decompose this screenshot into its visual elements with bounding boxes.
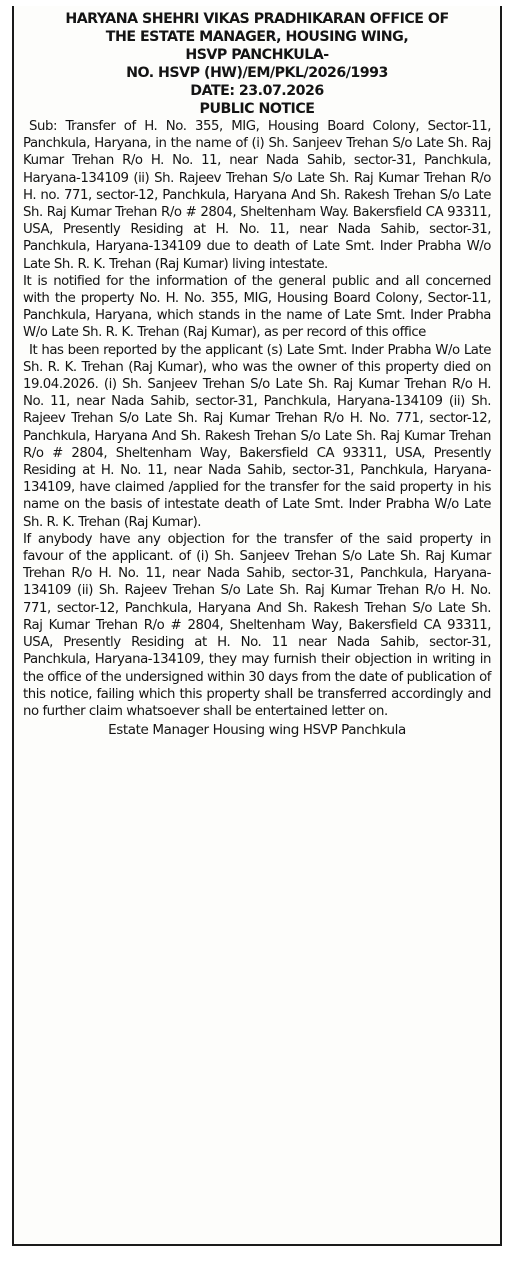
objection-paragraph: If anybody have any objection for the transfer of the said property in favour of the applicant. of (i) Sh. Sanjeev Trehan S/o Late Sh. Raj Kumar Trehan R/o H. No. 11, near Nada Sahib, sector-31, Panchkula, Haryana-134109 (ii) Sh. Rajeev Trehan S/o Late Sh. Raj Kumar Trehan R/o H. No. 771, sector-12, Panchkula, Haryana And Sh. Rakesh Trehan S/o Late Sh. Raj Kumar Trehan R/o # 2804, Sheltenham Way, Bakersfield CA 93311, USA, Presently Residing at H. No. 11 near Nada Sahib, sector-31, Panchkula, Haryana-134109, they may furnish their objection in writing in the office of the undersigned within 30 days from the date of publication of this notice, failing which this property shall be transferred accordingly and no further claim whatsoever shall be entertained letter on. — [23, 531, 491, 719]
notice-date: DATE: 23.07.2026 — [190, 83, 324, 99]
header-line-1: HARYANA SHEHRI VIKAS PRADHIKARAN OFFICE OF — [65, 11, 449, 27]
public-notice — [12, 6, 502, 1246]
notice-header — [23, 10, 491, 118]
report-paragraph: It has been reported by the applicant (s) Late Smt. Inder Prabha W/o Late Sh. R. K. Trehan (Raj Kumar), who was the owner of this property died on 19.04.2026. (i) Sh. Sanjeev Trehan S/o Late Sh. Raj Kumar Trehan R/o H. No. 11, near Nada Sahib, sector-31, Panchkula, Haryana-134109 (ii) Sh. Rajeev Trehan S/o Late Sh. Raj Kumar Trehan R/o H. No. 771, sector-12, Panchkula, Haryana And Sh. Rakesh Trehan S/o Late Sh. Raj Kumar Trehan R/o # 2804, Sheltenham Way, Bakersfield CA 93311, USA, Presently Residing at H. No. 11, near Nada Sahib, sector-31, Panchkula, Haryana- 134109, have claimed /applied for the transfer for the said property in his name on the basis of intestate death of Late Smt. Inder Prabha W/o Late Sh. R. K. Trehan (Raj Kumar). — [23, 342, 491, 530]
header-line-2: THE ESTATE MANAGER, HOUSING WING, — [105, 29, 409, 45]
reference-number: NO. HSVP (HW)/EM/PKL/2026/1993 — [126, 65, 388, 81]
signature-line: Estate Manager Housing wing HSVP Panchkula — [108, 722, 406, 739]
notice-body — [23, 118, 491, 720]
notification-paragraph: It is notified for the information of the general public and all concerned with the property No. H. No. 355, MIG, Housing Board Colony, Sector-11, Panchkula, Haryana, which stands in the name of Late Smt. Inder Prabha W/o Late Sh. R. K. Trehan (Raj Kumar), as per record of this office — [23, 273, 491, 341]
notice-title: PUBLIC NOTICE — [199, 101, 315, 117]
header-line-3: HSVP PANCHKULA- — [185, 47, 329, 63]
subject-paragraph: Sub: Transfer of H. No. 355, MIG, Housing Board Colony, Sector-11, Panchkula, Haryana, in the name of (i) Sh. Sanjeev Trehan S/o Late Sh. Raj Kumar Trehan R/o H. No. 11, near Nada Sahib, sector-31, Panchkula, Haryana-134109 (ii) Sh. Rajeev Trehan S/o Late Sh. Raj Kumar Trehan R/o H. no. 771, sector-12, Panchkula, Haryana And Sh. Rakesh Trehan S/o Late Sh. Raj Kumar Trehan R/o # 2804, Sheltenham Way. Bakersfield CA 93311, USA, Presently Residing at H. No. 11, near Nada Sahib, sector-31, Panchkula, Haryana-134109 due to death of Late Smt. Inder Prabha W/o Late Sh. R. K. Trehan (Raj Kumar) living intestate. — [23, 119, 491, 272]
